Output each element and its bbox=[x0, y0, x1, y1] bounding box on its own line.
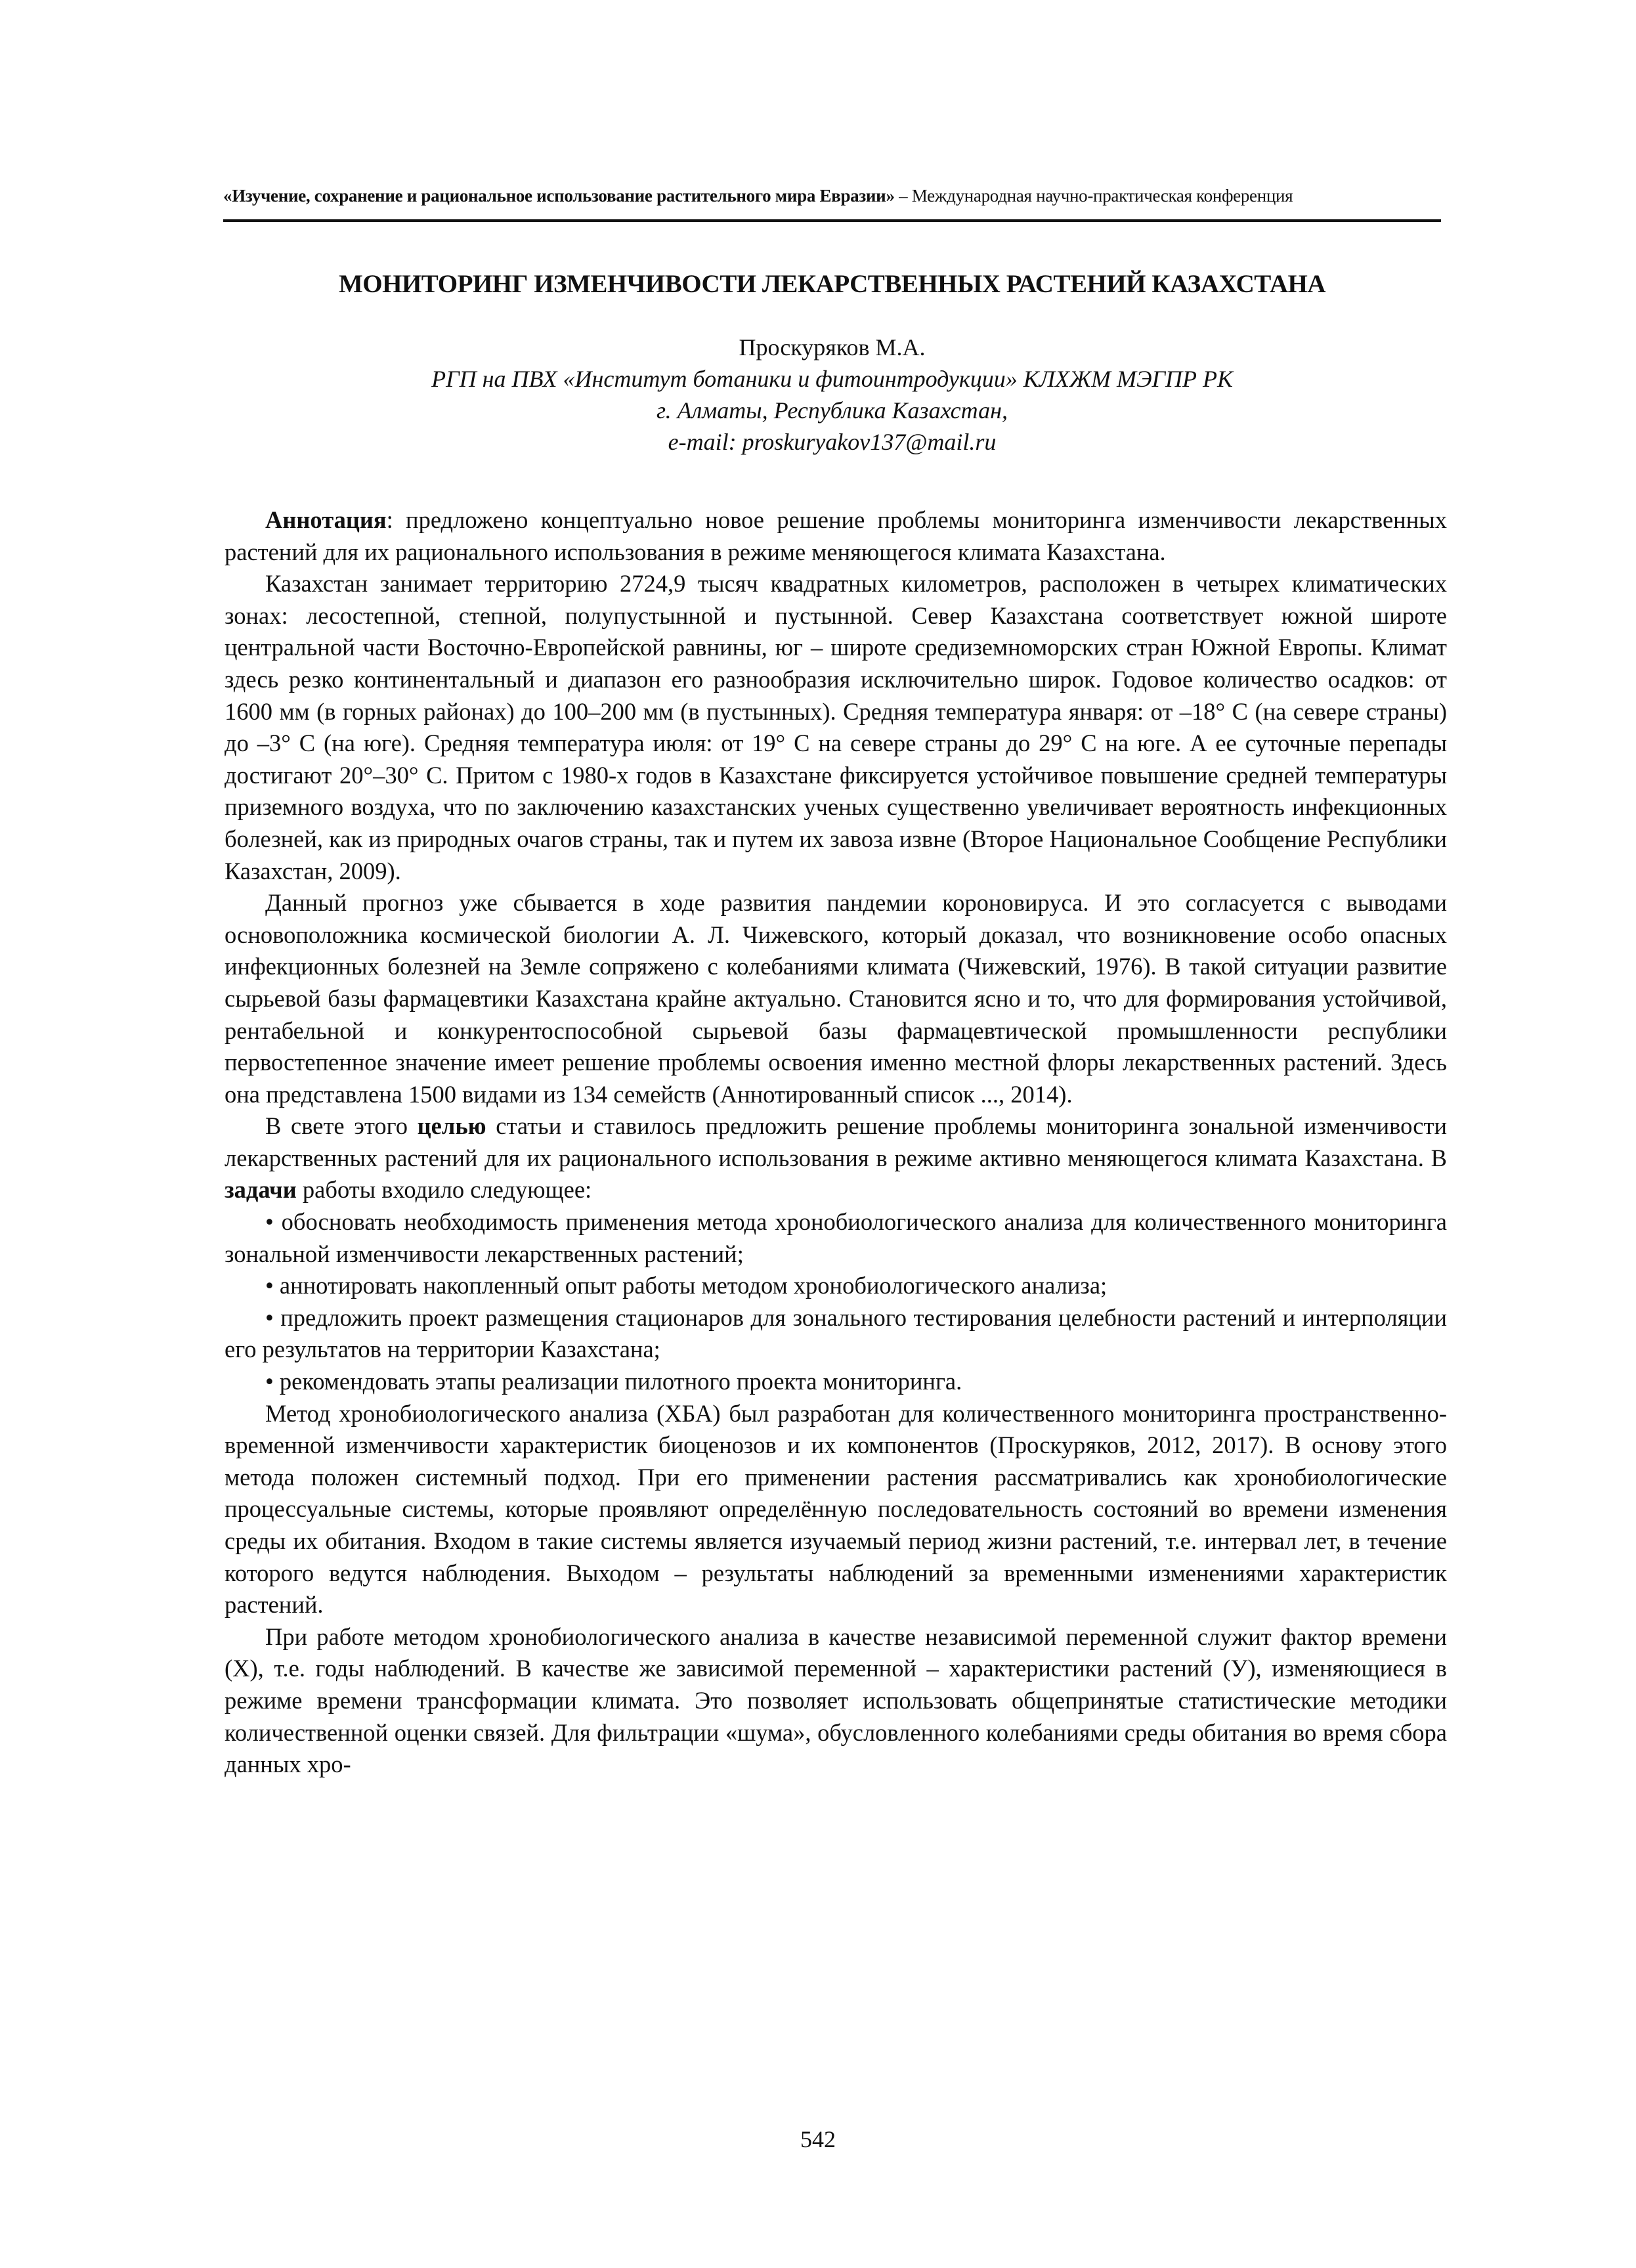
author-name: Проскуряков М.А. bbox=[739, 334, 926, 360]
paragraph-variables: При работе методом хронобиологического анализа в качестве независимой переменной служит фактор времени (Х), т.е. годы наблюдений. В качестве же зависимой переменной – характеристики растений (У), изменяющиеся в режиме времени трансформации климата. Это позволяет использовать общепринятые статистические методики количественной оценки связей. Для фильтрации «шума», обусловленного колебаниями среды обитания во время сбора данных хро- bbox=[225, 1623, 1447, 1778]
task-bullet-1: • обосновать необходимость применения метода хронобиологического анализа для количественного мониторинга зональной изменчивости лекарственных растений; bbox=[225, 1208, 1447, 1267]
goals-bold-tasks: задачи bbox=[225, 1176, 297, 1204]
header-rule bbox=[223, 219, 1441, 222]
task-bullet-4: • рекомендовать этапы реализации пилотного проекта мониторинга. bbox=[265, 1368, 962, 1395]
conference-title: «Изучение, сохранение и рациональное использование растительного мира Евразии» bbox=[223, 186, 895, 206]
task-bullet-3: • предложить проект размещения стационаров для зонального тестирования целебности растений и интерполяции его результатов на территории Казахстана; bbox=[225, 1303, 1447, 1363]
task-bullet-2: • аннотировать накопленный опыт работы методом хронобиологического анализа; bbox=[265, 1272, 1108, 1299]
abstract-label: Аннотация bbox=[265, 506, 387, 533]
paragraph-goals bbox=[225, 1110, 1447, 1206]
running-head-separator: – bbox=[894, 186, 912, 206]
article-title: МОНИТОРИНГ ИЗМЕНЧИВОСТИ ЛЕКАРСТВЕННЫХ РАСТЕНИЙ КАЗАХСТАНА bbox=[338, 270, 1326, 298]
page-number: 542 bbox=[800, 2126, 836, 2152]
abstract-paragraph bbox=[225, 504, 1447, 568]
running-head bbox=[223, 183, 1441, 209]
author-affiliation: РГП на ПВХ «Институт ботаники и фитоинтродукции» КЛХЖМ МЭГПР РК bbox=[431, 366, 1233, 392]
goals-text-c: работы входило следующее: bbox=[296, 1176, 592, 1204]
paragraph-forecast: Данный прогноз уже сбывается в ходе развития пандемии короновируса. И это согласуется с выводами основоположника космической биологии А. Л. Чижевского, который доказал, что возникновение особо опасных инфекционных болезней на Земле сопряжено с колебаниями климата (Чижевский, 1976). В такой ситуации развитие сырьевой базы фармацевтики Казахстана крайне актуально. Становится ясно и то, что для формирования устойчивой, рентабельной и конкурентоспособной сырьевой базы фармацевтической промышленности республики первостепенное значение имеет решение проблемы освоения именно местной флоры лекарственных растений. Здесь она представлена 1500 видами из 134 семейств (Аннотированный список ..., 2014). bbox=[225, 889, 1447, 1108]
author-email: e-mail: proskuryakov137@mail.ru bbox=[668, 429, 997, 455]
abstract-text: : предложено концептуально новое решение проблемы мониторинга изменчивости лекарственных растений для их рационального использования в режиме меняющегося климата Казахстана. bbox=[225, 506, 1447, 565]
conference-type: Международная научно-практическая конференция bbox=[911, 186, 1293, 206]
goals-text-a: В свете этого bbox=[265, 1112, 418, 1140]
paragraph-method: Метод хронобиологического анализа (ХБА) был разработан для количественного мониторинга пространственно-временной изменчивости характеристик биоценозов и их компонентов (Проскуряков, 2012, 2017). В основу этого метода положен системный подход. При его применении растения рассматривались как хронобиологические процессуальные системы, которые проявляют определённую последовательность состояний во времени изменения среды их обитания. Входом в такие системы является изучаемый период жизни растений, т.е. интервал лет, в течение которого ведутся наблюдения. Выходом – результаты наблюдений за временными изменениями характеристик растений. bbox=[225, 1399, 1447, 1619]
goals-text-b: статьи и ставилось предложить решение проблемы мониторинга зональной изменчивости лекарственных растений для их рационального использования в режиме активно меняющегося климата Казахстана. В bbox=[225, 1112, 1447, 1171]
author-block bbox=[223, 332, 1441, 458]
article-body bbox=[225, 504, 1447, 1781]
author-location: г. Алматы, Республика Казахстан, bbox=[657, 397, 1008, 424]
paragraph-climate: Казахстан занимает территорию 2724,9 тысяч квадратных километров, расположен в четырех климатических зонах: лесостепной, степной, полупустынной и пустынной. Север Казахстана соответствует южной широте центральной части Восточно-Европейской равнины, юг – широте средиземноморских стран Южной Европы. Климат здесь резко континентальный и диапазон его разнообразия исключительно широк. Годовое количество осадков: от 1600 мм (в горных районах) до 100–200 мм (в пустынных). Средняя температура января: от –18° С (на севере страны) до –3° С (на юге). Средняя температура июля: от 19° С на севере страны до 29° С на юге. А ее суточные перепады достигают 20°–30° С. Притом с 1980-х годов в Казахстане фиксируется устойчивое повышение средней температуры приземного воздуха, что по заключению казахстанских ученых существенно увеличивает вероятность инфекционных болезней, как из природных очагов страны, так и путем их завоза извне (Второе Национальное Сообщение Республики Казахстан, 2009). bbox=[225, 570, 1447, 884]
goals-bold-aim: целью bbox=[417, 1112, 486, 1140]
